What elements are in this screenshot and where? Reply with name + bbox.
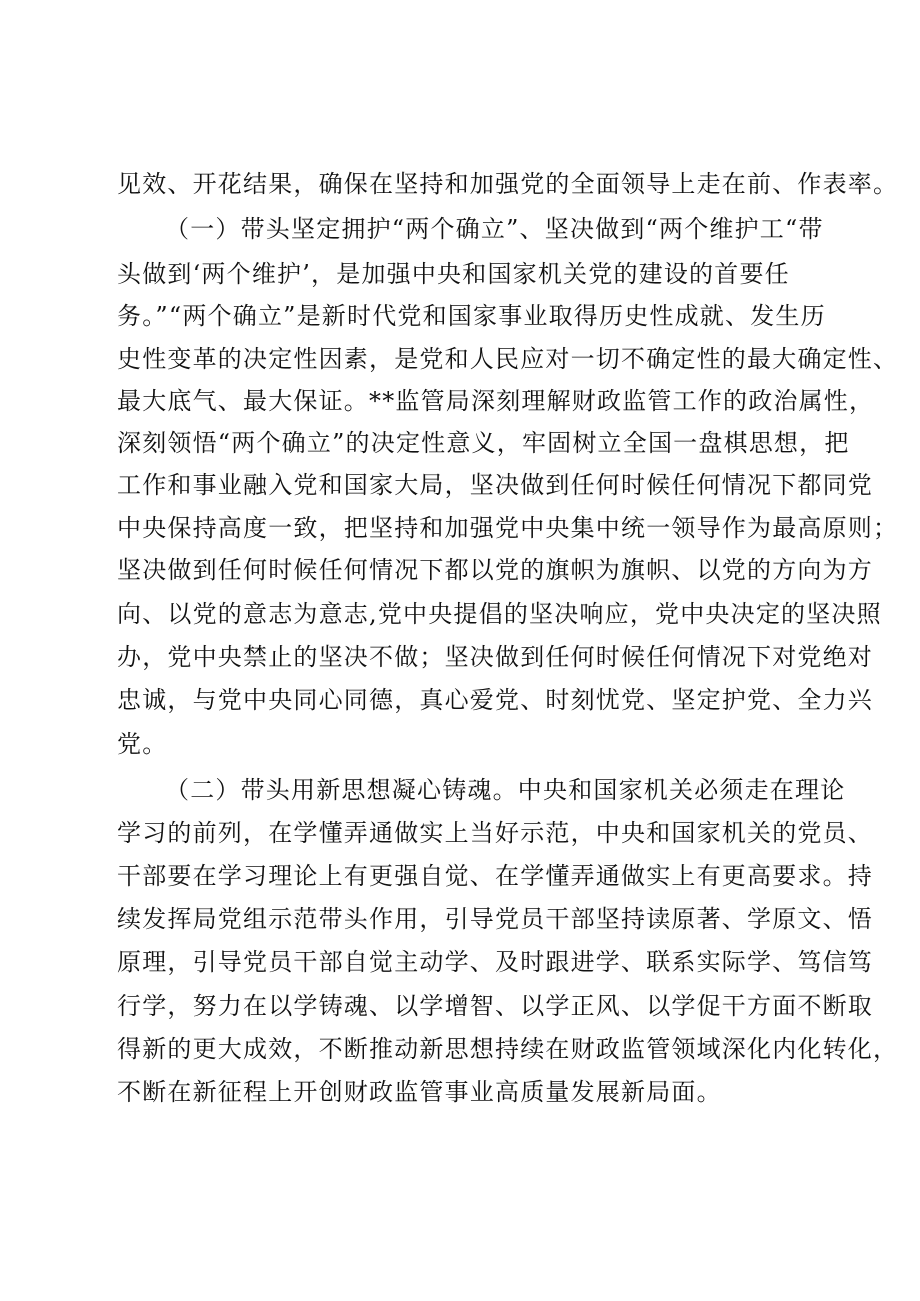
text-line: 续发挥局党组示范带头作用，引导党员干部坚持读原著、学原文、悟 — [117, 905, 873, 933]
text-line: 原理，引导党员干部自觉主动学、及时跟进学、联系实际学、笃信笃 — [117, 948, 873, 976]
text-line: 史性变革的决定性因素，是党和人民应对一切不确定性的最大确定性、 — [117, 345, 899, 373]
section-heading-2: （二）带头用新思想凝心铸魂。中央和国家机关必须走在理论 — [165, 776, 846, 804]
text-line: 中央保持高度一致，把坚持和加强党中央集中统一领导作为最高原则； — [117, 514, 899, 542]
section-heading-1: （一）带头坚定拥护“两个确立”、坚决做到“两个维护工“带 — [165, 215, 824, 243]
text-line: 党。 — [117, 730, 168, 758]
text-line: 务。”“两个确立”是新时代党和国家事业取得历史性成就、发生历 — [117, 302, 826, 330]
text-line: 不断在新征程上开创财政监管事业高质量发展新局面。 — [117, 1078, 722, 1106]
text-line: 忠诚，与党中央同心同德，真心爱党、时刻忧党、坚定护党、全力兴 — [117, 686, 873, 714]
text-line: 深刻领悟“两个确立”的决定性意义，牢固树立全国一盘棋思想，把 — [117, 429, 850, 457]
text-line: 行学，努力在以学铸魂、以学增智、以学正风、以学促干方面不断取 — [117, 992, 873, 1020]
text-line: 见效、开花结果，确保在坚持和加强党的全面领导上走在前、作表率。 — [117, 170, 899, 198]
text-line: 得新的更大成效，不断推动新思想持续在财政监管领域深化内化转化， — [117, 1035, 899, 1063]
text-line: 工作和事业融入党和国家大局，坚决做到任何时候任何情况下都同党 — [117, 471, 873, 499]
text-line: 最大底气、最大保证。**监管局深刻理解财政监管工作的政治属性， — [117, 387, 875, 415]
text-line: 干部要在学习理论上有更强自觉、在学懂弄通做实上有更高要求。持 — [117, 862, 873, 890]
text-line: 向、以党的意志为意志,党中央提倡的坚决响应，党中央决定的坚决照 — [117, 600, 882, 628]
text-line: 头做到‘两个维护’，是加强中央和国家机关党的建设的首要任 — [117, 260, 790, 288]
text-line: 学习的前列，在学懂弄通做实上当好示范，中央和国家机关的党员、 — [117, 819, 873, 847]
text-line: 坚决做到任何时候任何情况下都以党的旗帜为旗帜、以党的方向为方 — [117, 556, 873, 584]
text-line: 办，党中央禁止的坚决不做；坚决做到任何时候任何情况下对党绝对 — [117, 643, 873, 671]
